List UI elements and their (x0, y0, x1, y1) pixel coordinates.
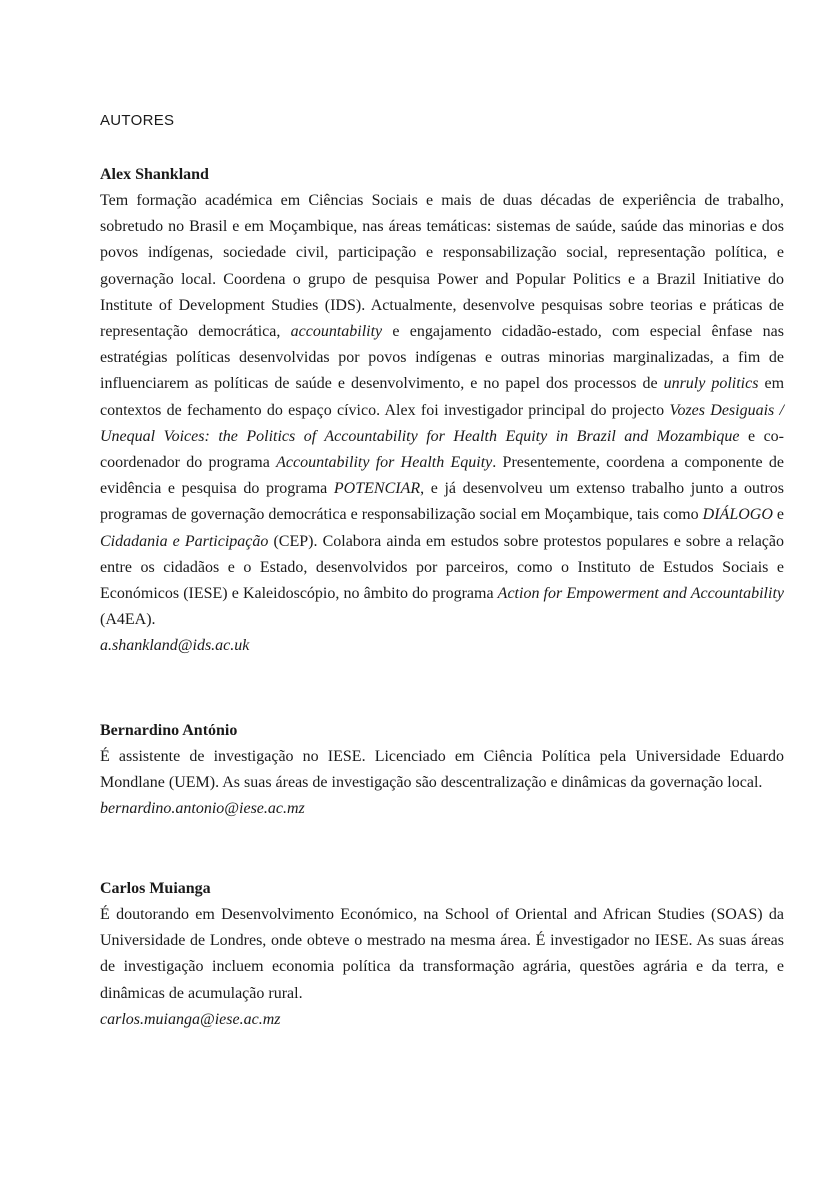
section-heading: AUTORES (100, 112, 175, 129)
bio-italic-term: unruly politics (663, 375, 759, 393)
author-bio: É doutorando em Desenvolvimento Económico, na School of Oriental and African Studies (SOAS) da Universidade de Londres, onde obteve o mestrado na mesma área. É investigador no IESE. As suas áreas de investigação incluem economia política da transformação agrária, questões agrária e da terra, e dinâmicas de acumulação rural. (100, 906, 784, 1002)
bio-italic-term: DIÁLOGO (702, 506, 773, 524)
bio-text: e co-coordenador do programa (100, 427, 784, 472)
bio-text: . Presentemente, coordena a componente de evidência e pesquisa do programa (100, 454, 785, 498)
bio-text: e engajamento cidadão-estado, com especial ênfase nas estratégias políticas desenvolvidas por povos indígenas e outras minorias marginalizadas, a fim de influenciarem as políticas de saúde e desenvolvimento, e no papel dos processos de (100, 323, 784, 393)
author-name: Carlos Muianga (100, 880, 211, 897)
bio-italic-term: Cidadania e Participação (100, 532, 269, 550)
author-email: carlos.muianga@iese.ac.mz (100, 1010, 281, 1028)
bio-text: , e já desenvolveu um extenso trabalho junto a outros programas de governação democrática e responsabilização social em Moçambique, tais como (100, 480, 785, 524)
bio-text: (A4EA). (100, 611, 156, 629)
author-entry (100, 718, 784, 822)
bio-text: e (772, 506, 784, 524)
bio-italic-term: Vozes Desiguais / Unequal Voices: the Politics of Accountability for Health Equity in Brazil and Mozambique (100, 401, 785, 445)
author-bio (100, 188, 784, 633)
bio-italic-term: POTENCIAR (333, 480, 421, 498)
author-bio: É assistente de investigação no IESE. Licenciado em Ciência Política pela Universidade Eduardo Mondlane (UEM). As suas áreas de investigação são descentralização e dinâmicas da governação local. (100, 748, 784, 792)
bio-italic-term: Accountability for Health Equity (276, 454, 493, 472)
author-name: Alex Shankland (100, 166, 209, 183)
bio-text: (CEP). Colabora ainda em estudos sobre protestos populares e sobre a relação entre os cidadãos e o Estado, desenvolvidos por parceiros, como o Instituto de Estudos Sociais e Económicos (IESE) e Kaleidoscópio, no âmbito do programa (100, 532, 785, 603)
author-email: bernardino.antonio@iese.ac.mz (100, 800, 305, 818)
author-email: a.shankland@ids.ac.uk (100, 637, 250, 655)
bio-text: em contextos de fechamento do espaço cívico. Alex foi investigador principal do projecto (100, 375, 785, 419)
bio-text: Tem formação académica em Ciências Sociais e mais de duas décadas de experiência de trabalho, sobretudo no Brasil e em Moçambique, nas áreas temáticas: sistemas de saúde, saúde das minorias e dos povos indígenas, sociedade civil, participação e responsabilização social, representação política, e governação local. Coordena o grupo de pesquisa Power and Popular Politics e a Brazil Initiative do Institute of Development Studies (IDS). Actualmente, desenvolve pesquisas sobre teorias e práticas de representação democrática, (100, 192, 784, 341)
bio-italic-term: accountability (290, 323, 383, 341)
author-entry (100, 876, 784, 1033)
author-entry (100, 162, 784, 659)
bio-italic-term: Action for Empowerment and Accountability (497, 585, 784, 603)
author-name: Bernardino António (100, 722, 238, 739)
